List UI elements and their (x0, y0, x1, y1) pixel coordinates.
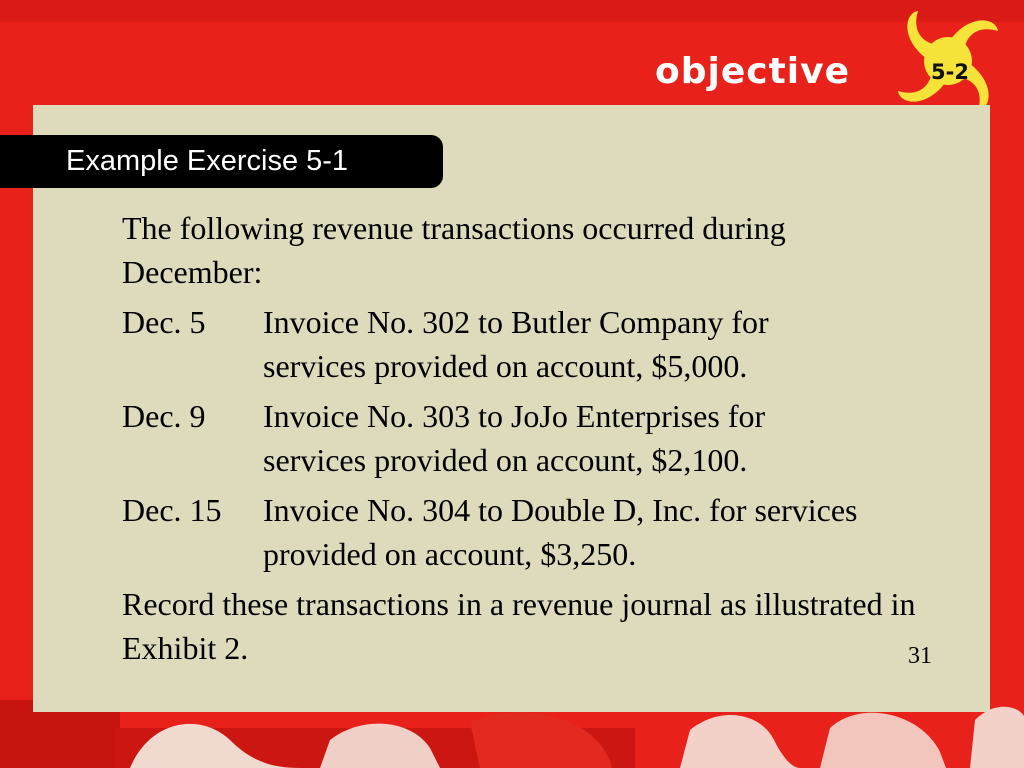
page-number: 31 (908, 643, 932, 669)
transaction-row (122, 394, 922, 482)
transaction-description: Invoice No. 302 to Butler Company for services provided on account, $5,000. (263, 304, 769, 384)
transaction-date: Dec. 5 (122, 304, 206, 340)
transaction-date: Dec. 9 (122, 398, 206, 434)
instruction-text: Record these transactions in a revenue journal as illustrated in Exhibit 2. (122, 586, 916, 666)
transaction-row (122, 488, 922, 576)
objective-number: 5-2 (931, 60, 969, 84)
transaction-row (122, 300, 922, 388)
exercise-body (122, 206, 922, 670)
objective-label: objective (655, 51, 851, 92)
transaction-date: Dec. 15 (122, 492, 222, 528)
transaction-description: Invoice No. 304 to Double D, Inc. for services provided on account, $3,250. (263, 492, 858, 572)
exercise-title: Example Exercise 5-1 (66, 145, 349, 177)
transaction-description: Invoice No. 303 to JoJo Enterprises for services provided on account, $2,100. (263, 398, 766, 478)
intro-text: The following revenue transactions occurred during December: (122, 210, 786, 290)
